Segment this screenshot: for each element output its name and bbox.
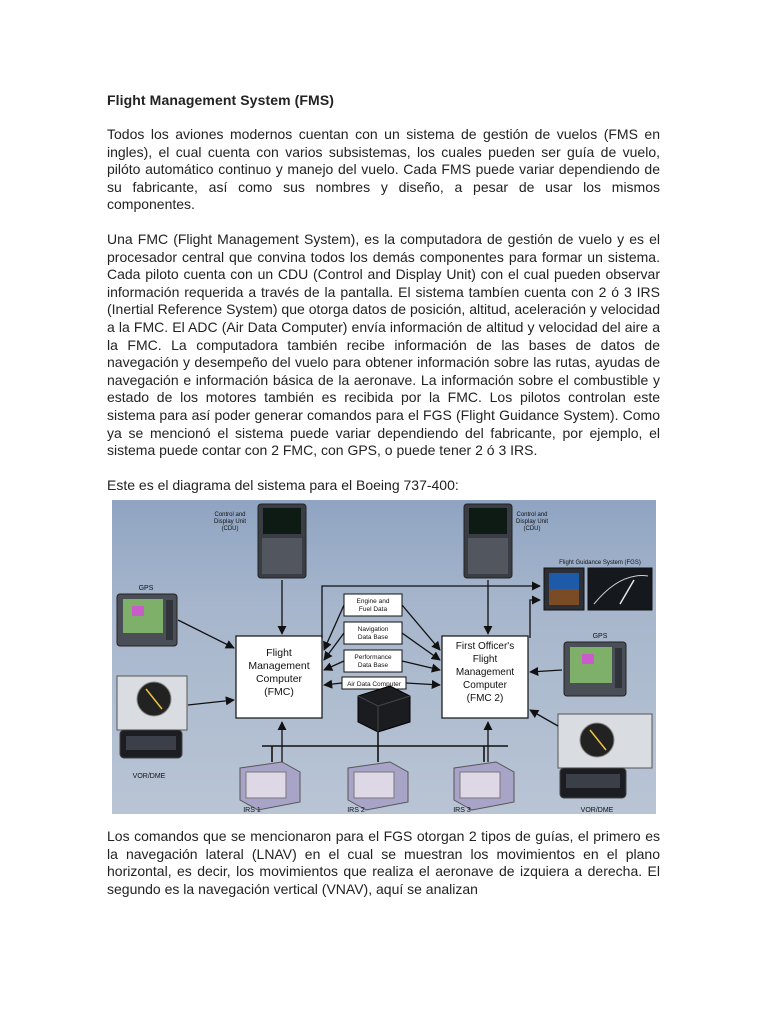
fms-diagram (112, 500, 656, 814)
gps-left-label: GPS (138, 585, 154, 593)
vordme-left-label: VOR/DME (132, 773, 166, 781)
paragraph-fgs: Los comandos que se mencionaron para el FGS otorgan 2 tipos de guías, el primero es la navegación lateral (LNAV) en el cual se muestran los movimientos en el plano horizontal, es decir, los movimientos que realiza el aeronave de izquiera a derecha. El segundo es la navegación vertical (VNAV), aquí se analizan (107, 828, 660, 898)
cdu-right-label: Control and Display Unit (CDU) (515, 512, 549, 533)
svg-text:Air Data Computer: Air Data Computer (347, 681, 401, 689)
fmc-right-box (442, 636, 528, 718)
gps-right-label: GPS (592, 633, 608, 641)
gps-left-unit (117, 594, 177, 646)
fmc-left-box (236, 636, 322, 718)
cdu-left-label: Control and Display Unit (CDU) (213, 512, 247, 533)
svg-text:First Officer'sFlightManagemen: First Officer's Flight Management Computer (FMC 2) (455, 641, 515, 705)
engine-fuel-box (344, 594, 402, 616)
nav-db-box (344, 622, 402, 644)
cdu-right-unit (464, 504, 512, 578)
cdu-left-unit (258, 504, 306, 578)
irs-bus-lines (262, 732, 508, 762)
adc-device (358, 686, 410, 732)
adc-box (342, 677, 406, 689)
perf-db-box (344, 650, 402, 672)
irs2-unit (348, 762, 408, 810)
document-title: Flight Management System (FMS) (107, 92, 335, 108)
irs1-label: IRS 1 (243, 807, 261, 815)
gps-right-unit (564, 642, 626, 696)
irs3-label: IRS 3 (453, 807, 471, 815)
fgs-displays (544, 568, 652, 610)
fgs-label: Flight Guidance System (FGS) (559, 560, 641, 567)
diagram-caption: Este es el diagrama del sistema para el Boeing 737-400: (107, 476, 459, 493)
svg-text:FlightManagementComputer(FMC): Flight Management Computer (FMC) (248, 647, 310, 699)
irs3-unit (454, 762, 514, 810)
svg-text:NavigationData Base: Navigation Data Base (357, 626, 389, 642)
vordme-right-label: VOR/DME (580, 807, 614, 815)
fms-diagram-svg (112, 500, 656, 814)
paragraph-intro: Todos los aviones modernos cuentan con un sistema de gestión de vuelos (FMS en ingles), el cual cuenta con varios subsistemas, los cuales pueden ser guía de vuelo, pilóto automático continuo y manejo del vuelo. Cada FMS puede variar dependiendo de su fabricante, así como sus nombres y diseño, a pesar de usar los mismos componentes. (107, 126, 660, 213)
document-page (107, 92, 660, 916)
vordme-right-unit (558, 714, 652, 798)
vordme-left-unit (117, 676, 187, 758)
svg-text:PerformanceData Base: Performance Data Base (354, 654, 392, 670)
irs1-unit (240, 762, 300, 810)
irs2-label: IRS 2 (347, 807, 365, 815)
paragraph-fmc: Una FMC (Flight Management System), es la computadora de gestión de vuelo y es el procesador central que convina todos los demás componentes para formar un sistema. Cada piloto cuenta con un CDU (Control and Display Unit) con el cual pueden observar información requerida a través de la pantalla. El sistema tambíen cuenta con 2 ó 3 IRS (Inertial Reference System) que otorga datos de posición, altitud, aceleración y velocidad a la FMC. El ADC (Air Data Computer) envía información de altitud y velocidad del aire a la FMC. La computadora también recibe información de las bases de datos de navegación y desempeño del vuelo para obtener información sobre las rutas, ayudas de navegación e información básica de la aeronave. La información sobre el combustible y estado de los motores también es recibida por la FMC. Los pilotos controlan este sistema para así poder generar comandos para el FGS (Flight Guidance System). Como ya se mencionó el sistema puede variar dependiendo del fabricante, por ejemplo, el sistema puede contar con 2 FMC, con GPS, o puede tener 2 ó 3 IRS. (107, 230, 660, 459)
svg-text:Engine andFuel Data: Engine and Fuel Data (356, 598, 390, 614)
